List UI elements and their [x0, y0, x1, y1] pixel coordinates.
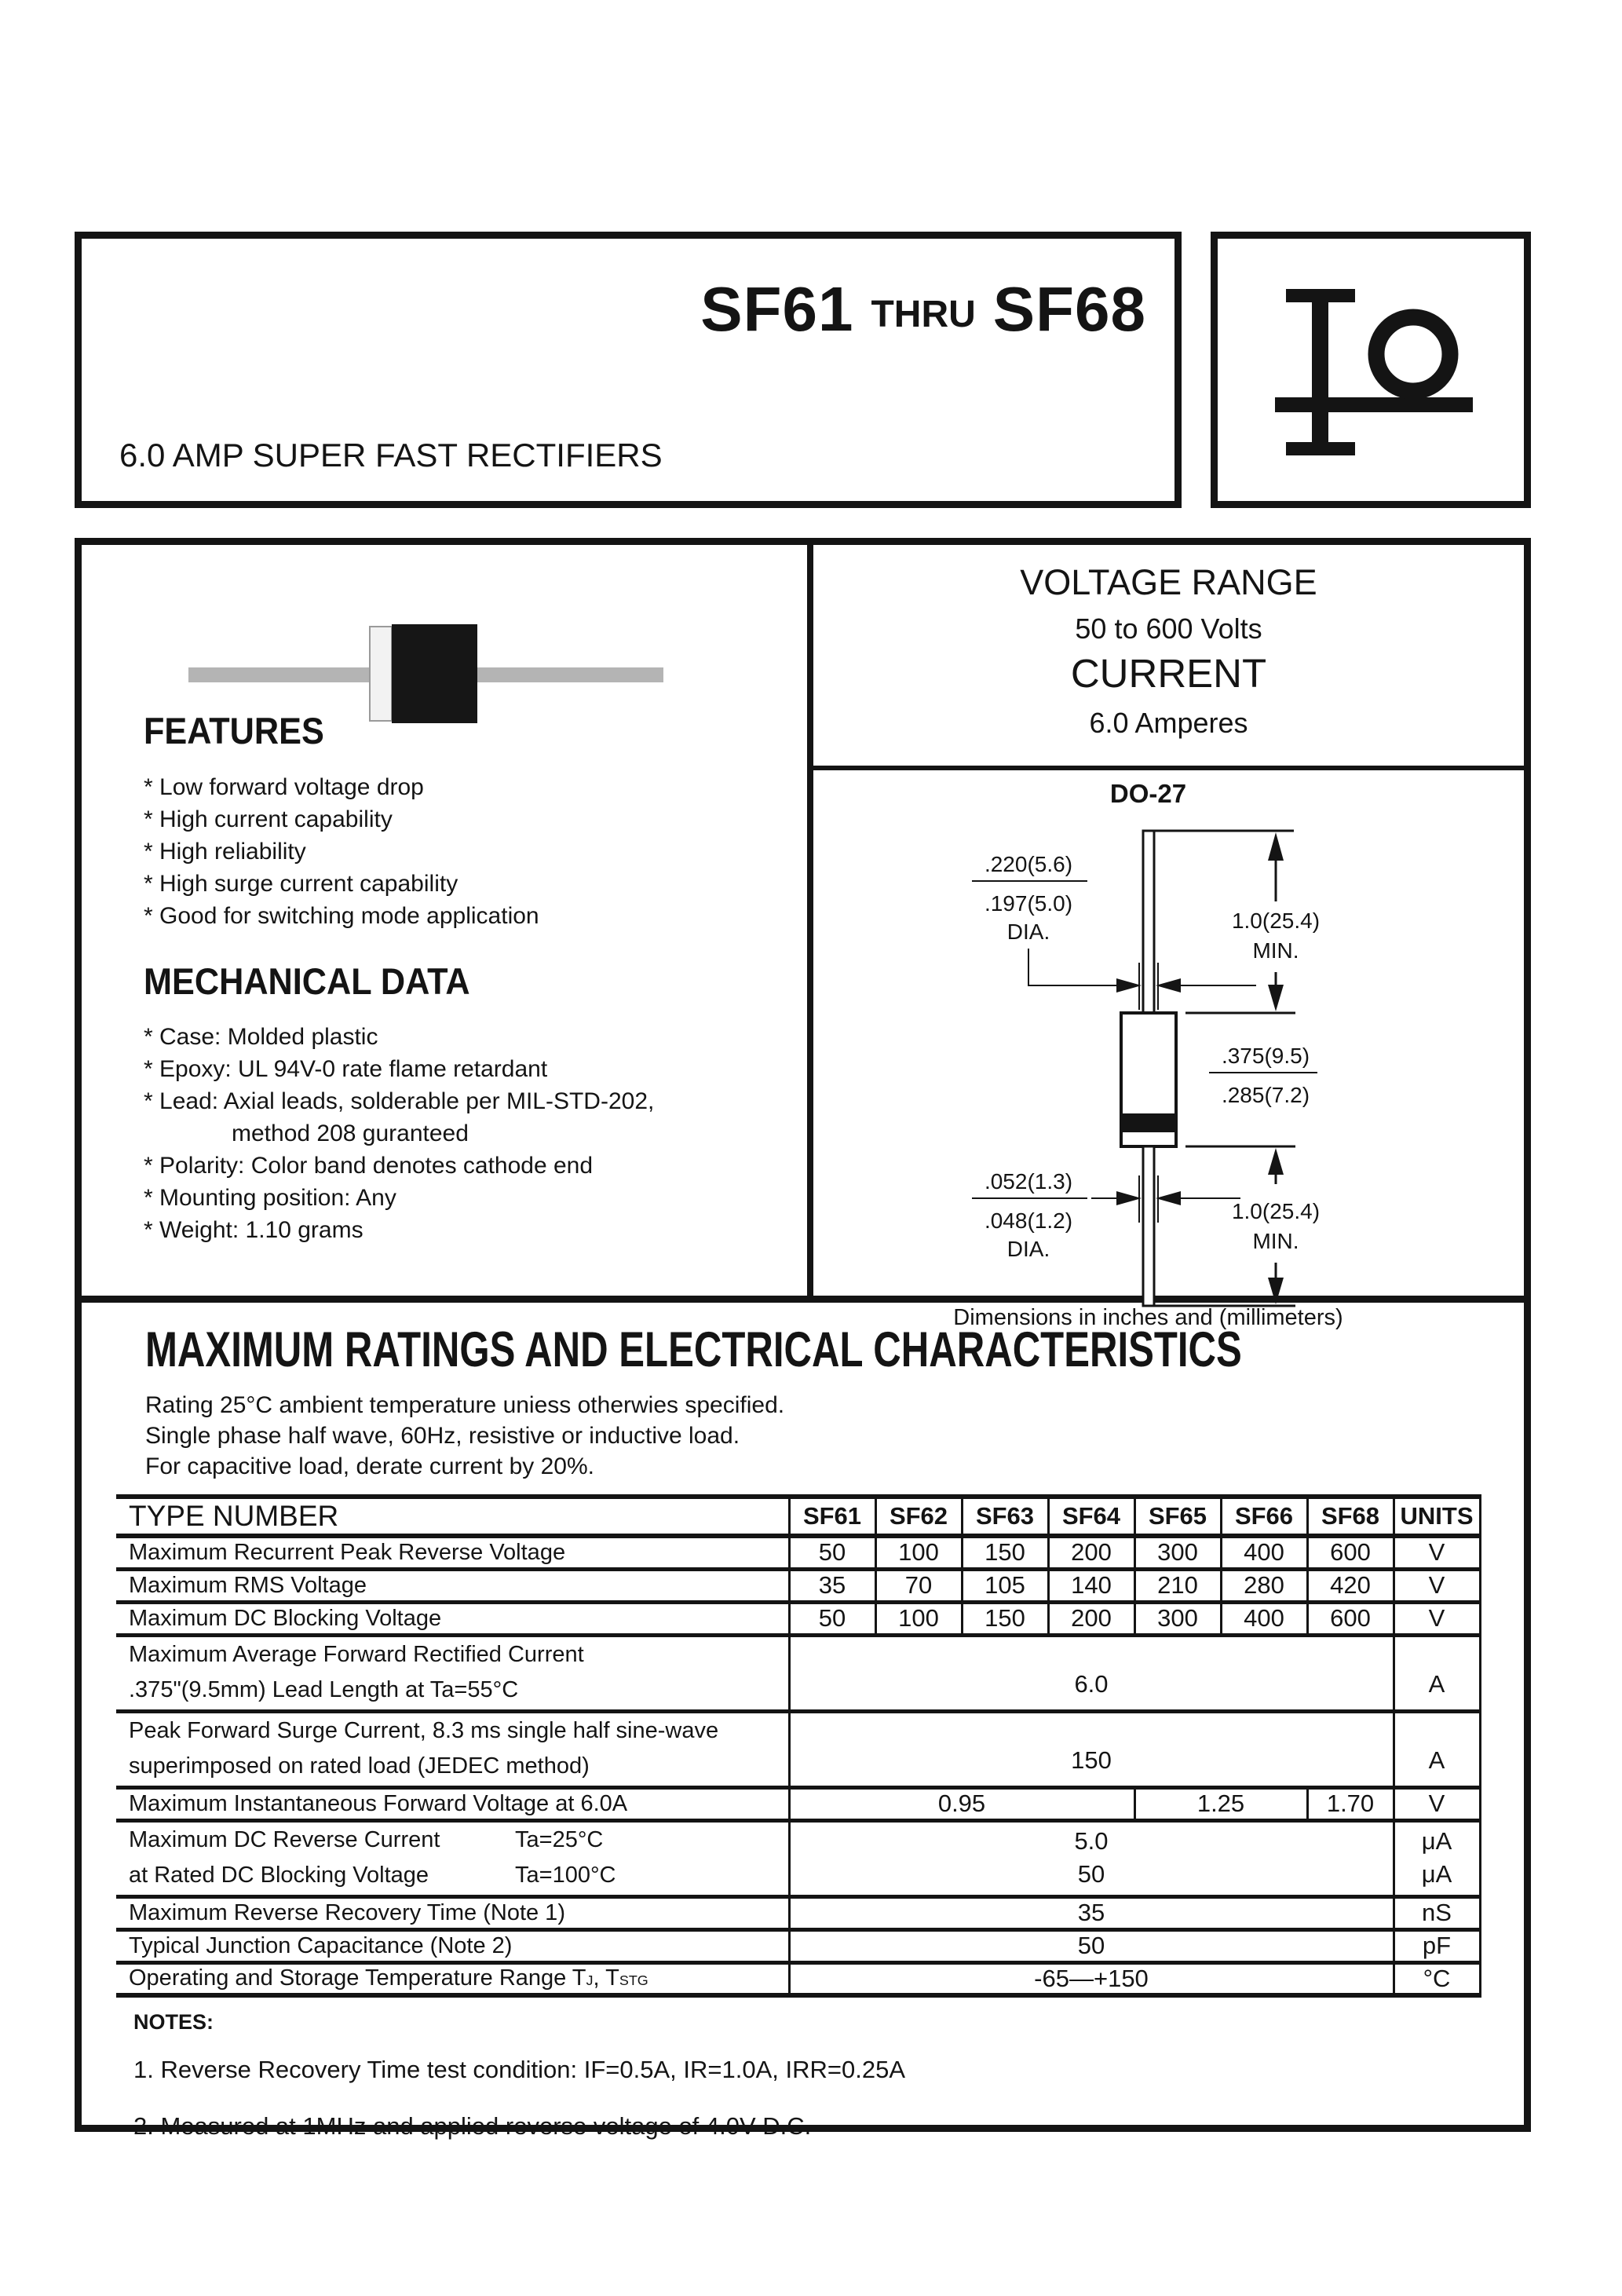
cell-value: -65—+150: [789, 1962, 1394, 1995]
subtitle: 6.0 AMP SUPER FAST RECTIFIERS: [119, 437, 663, 473]
table-row: [116, 1569, 1480, 1602]
dim-lead-bot-max: .052(1.3): [984, 1169, 1073, 1194]
cell-unit-line1: μA: [1421, 1826, 1452, 1855]
row-label: Maximum Instantaneous Forward Voltage at 6.0A: [116, 1787, 789, 1820]
table-header-row: [116, 1497, 1480, 1536]
row-label-line2: at Rated DC Blocking Voltage Ta=100°C: [129, 1862, 616, 1888]
feature-item: * High reliability: [144, 839, 306, 865]
panel-divider: [813, 766, 1524, 770]
table-row: [116, 1820, 1480, 1896]
row-label-line2: .375"(9.5mm) Lead Length at Ta=55°C: [129, 1676, 519, 1702]
current-title: CURRENT: [1070, 651, 1267, 696]
dim-length-top: 1.0(25.4): [1231, 909, 1321, 933]
features-heading: FEATURES: [144, 710, 324, 751]
mechanical-item: * Polarity: Color band denotes cathode end: [144, 1153, 594, 1179]
cell-unit: V: [1394, 1787, 1480, 1820]
features-list: [144, 771, 539, 932]
cell-value-lines: [791, 1823, 1393, 1895]
table-row: [116, 1896, 1480, 1929]
note-2: 2. Measured at 1MHz and applied reverse voltage of 4.0V D.C.: [133, 2112, 812, 2140]
subscript: J: [586, 1972, 594, 1989]
row-label-line1: Peak Forward Surge Current, 8.3 ms single half sine-wave: [129, 1717, 719, 1743]
ratings-heading: MAXIMUM RATINGS AND ELECTRICAL CHARACTERISTICS: [145, 1322, 1242, 1377]
current-value: 6.0 Amperes: [1089, 707, 1248, 739]
row-label-lines: [129, 1823, 788, 1895]
mechanical-list: [144, 1021, 654, 1246]
cell-value: 100: [875, 1536, 962, 1569]
row-label-line1: Maximum Average Forward Rectified Current: [129, 1641, 584, 1667]
mechanical-item: * Epoxy: UL 94V-0 rate flame retardant: [144, 1056, 548, 1082]
cell-value: 300: [1134, 1602, 1221, 1635]
mechanical-item: * Weight: 1.10 grams: [144, 1217, 363, 1243]
io-logo-icon: [1256, 259, 1492, 483]
cell-value: 150: [962, 1602, 1048, 1635]
cell-unit: V: [1394, 1569, 1480, 1602]
vertical-divider: [807, 545, 813, 1300]
cell-unit: V: [1394, 1602, 1480, 1635]
cell-value: 140: [1048, 1569, 1134, 1602]
voltage-range-title: VOLTAGE RANGE: [1020, 562, 1317, 602]
cell-unit-text: A: [1428, 1746, 1445, 1774]
cell-value: 200: [1048, 1602, 1134, 1635]
dim-lead-bot-min: .048(1.2): [984, 1208, 1073, 1233]
column-header: SF66: [1221, 1497, 1307, 1536]
column-header-units: UNITS: [1394, 1497, 1480, 1536]
part-number-title: [542, 265, 1146, 353]
cell-unit: V: [1394, 1536, 1480, 1569]
row-label-line2: superimposed on rated load (JEDEC method): [129, 1753, 590, 1779]
cell-unit: °C: [1394, 1962, 1480, 1995]
cell-value: [789, 1635, 1394, 1711]
mechanical-item: * Mounting position: Any: [144, 1185, 396, 1211]
column-header: SF62: [875, 1497, 962, 1536]
cell-value: 100: [875, 1602, 962, 1635]
row-label: [116, 1711, 789, 1787]
table-row: [116, 1536, 1480, 1569]
feature-item: * Low forward voltage drop: [144, 774, 424, 800]
cell-value: 50: [789, 1536, 875, 1569]
mechanical-item: * Case: Molded plastic: [144, 1024, 378, 1050]
mechanical-item: * Lead: Axial leads, solderable per MIL-STD-202,: [144, 1088, 655, 1114]
feature-item: * Good for switching mode application: [144, 903, 539, 929]
row-label: [116, 1820, 789, 1896]
cell-value: 200: [1048, 1536, 1134, 1569]
diagram-caption: Dimensions in inches and (millimeters): [953, 1305, 1343, 1330]
title-sf68: SF68: [992, 274, 1146, 344]
mechanical-item: method 208 guranteed: [232, 1121, 469, 1146]
diode-body: [392, 624, 477, 723]
intro-line: For capacitive load, derate current by 20%.: [145, 1453, 594, 1479]
cell-unit: [1394, 1635, 1480, 1711]
cell-value: 150: [962, 1536, 1048, 1569]
do-27-diagram: [832, 809, 1523, 1311]
row-label: [116, 1635, 789, 1711]
cell-value: 400: [1221, 1602, 1307, 1635]
title-sf61: SF61: [700, 274, 854, 344]
dim-min-bot: MIN.: [1252, 1229, 1299, 1253]
ratings-intro: [145, 1390, 784, 1482]
table-row: [116, 1962, 1480, 1995]
column-header: SF64: [1048, 1497, 1134, 1536]
cell-value-line2: 50: [1077, 1859, 1105, 1888]
cell-value: 50: [789, 1602, 875, 1635]
package-name: DO-27: [1109, 779, 1187, 808]
cell-value: 0.95: [789, 1787, 1134, 1820]
intro-line: Rating 25°C ambient temperature uniess otherwies specified.: [145, 1392, 785, 1418]
title-thru: THRU: [871, 293, 976, 335]
dim-body-min: .285(7.2): [1221, 1083, 1310, 1107]
cell-value: 50: [789, 1929, 1394, 1962]
column-header: SF68: [1307, 1497, 1394, 1536]
ratings-table: [116, 1494, 1481, 1998]
feature-item: * High surge current capability: [144, 871, 458, 897]
table-row: [116, 1635, 1480, 1711]
column-header: SF63: [962, 1497, 1048, 1536]
column-header-type: TYPE NUMBER: [116, 1497, 789, 1536]
cell-value: 1.70: [1307, 1787, 1394, 1820]
row-label: Typical Junction Capacitance (Note 2): [116, 1929, 789, 1962]
cell-value: 70: [875, 1569, 962, 1602]
row-condition2: Ta=100°C: [515, 1862, 616, 1888]
cell-unit: [1394, 1711, 1480, 1787]
cell-value-text: 6.0: [1074, 1669, 1109, 1698]
cell-unit-text: A: [1428, 1669, 1445, 1698]
table-row: [116, 1929, 1480, 1962]
table-row: [116, 1787, 1480, 1820]
cell-value-text: 150: [1071, 1746, 1112, 1774]
row-label-lines: [129, 1637, 788, 1709]
intro-line: Single phase half wave, 60Hz, resistive or inductive load.: [145, 1423, 740, 1449]
row-label-line1: Maximum DC Reverse Current Ta=25°C: [129, 1826, 604, 1852]
cell-unit-line2: μA: [1421, 1859, 1452, 1888]
cell-value: 35: [789, 1569, 875, 1602]
cell-value-line1: 5.0: [1074, 1826, 1109, 1855]
notes-heading: NOTES:: [133, 2010, 214, 2034]
diode-band: [369, 626, 393, 722]
mechanical-heading: MECHANICAL DATA: [144, 960, 470, 1002]
cell-value: 35: [789, 1896, 1394, 1929]
cell-value: 600: [1307, 1536, 1394, 1569]
cell-value: 105: [962, 1569, 1048, 1602]
table-row: [116, 1711, 1480, 1787]
row-label: Maximum Reverse Recovery Time (Note 1): [116, 1896, 789, 1929]
dim-lead-top-max: .220(5.6): [984, 852, 1073, 876]
column-header: SF65: [1134, 1497, 1221, 1536]
cell-value: 400: [1221, 1536, 1307, 1569]
dim-dia-top: DIA.: [1006, 919, 1050, 944]
column-header: SF61: [789, 1497, 875, 1536]
cell-value: 1.25: [1134, 1787, 1307, 1820]
dim-dia-bot: DIA.: [1006, 1237, 1050, 1261]
cell-value: 420: [1307, 1569, 1394, 1602]
row-label-lines: [129, 1713, 788, 1786]
voltage-range-value: 50 to 600 Volts: [1075, 612, 1262, 645]
subscript: STG: [619, 1972, 648, 1989]
feature-item: * High current capability: [144, 806, 393, 832]
row-label: Operating and Storage Temperature Range TJ, TSTG: [116, 1962, 789, 1995]
dim-length-bot: 1.0(25.4): [1231, 1199, 1321, 1223]
dim-lead-top-min: .197(5.0): [984, 891, 1073, 916]
row-label: Maximum Recurrent Peak Reverse Voltage: [116, 1536, 789, 1569]
cell-unit: nS: [1394, 1896, 1480, 1929]
note-1: 1. Reverse Recovery Time test condition: IF=0.5A, IR=1.0A, IRR=0.25A: [133, 2056, 905, 2083]
cell-value: 300: [1134, 1536, 1221, 1569]
cell-unit: [1394, 1820, 1480, 1896]
cell-value: [789, 1820, 1394, 1896]
cell-value: 600: [1307, 1602, 1394, 1635]
dim-body-max: .375(9.5): [1221, 1044, 1310, 1068]
row-condition1: Ta=25°C: [515, 1826, 604, 1852]
dim-min-top: MIN.: [1252, 938, 1299, 963]
cell-unit-lines: [1395, 1823, 1479, 1895]
cell-value: 210: [1134, 1569, 1221, 1602]
row-label: Maximum DC Blocking Voltage: [116, 1602, 789, 1635]
cell-value: 280: [1221, 1569, 1307, 1602]
table-row: [116, 1602, 1480, 1635]
cell-value: [789, 1711, 1394, 1787]
cell-unit: pF: [1394, 1929, 1480, 1962]
row-label: Maximum RMS Voltage: [116, 1569, 789, 1602]
